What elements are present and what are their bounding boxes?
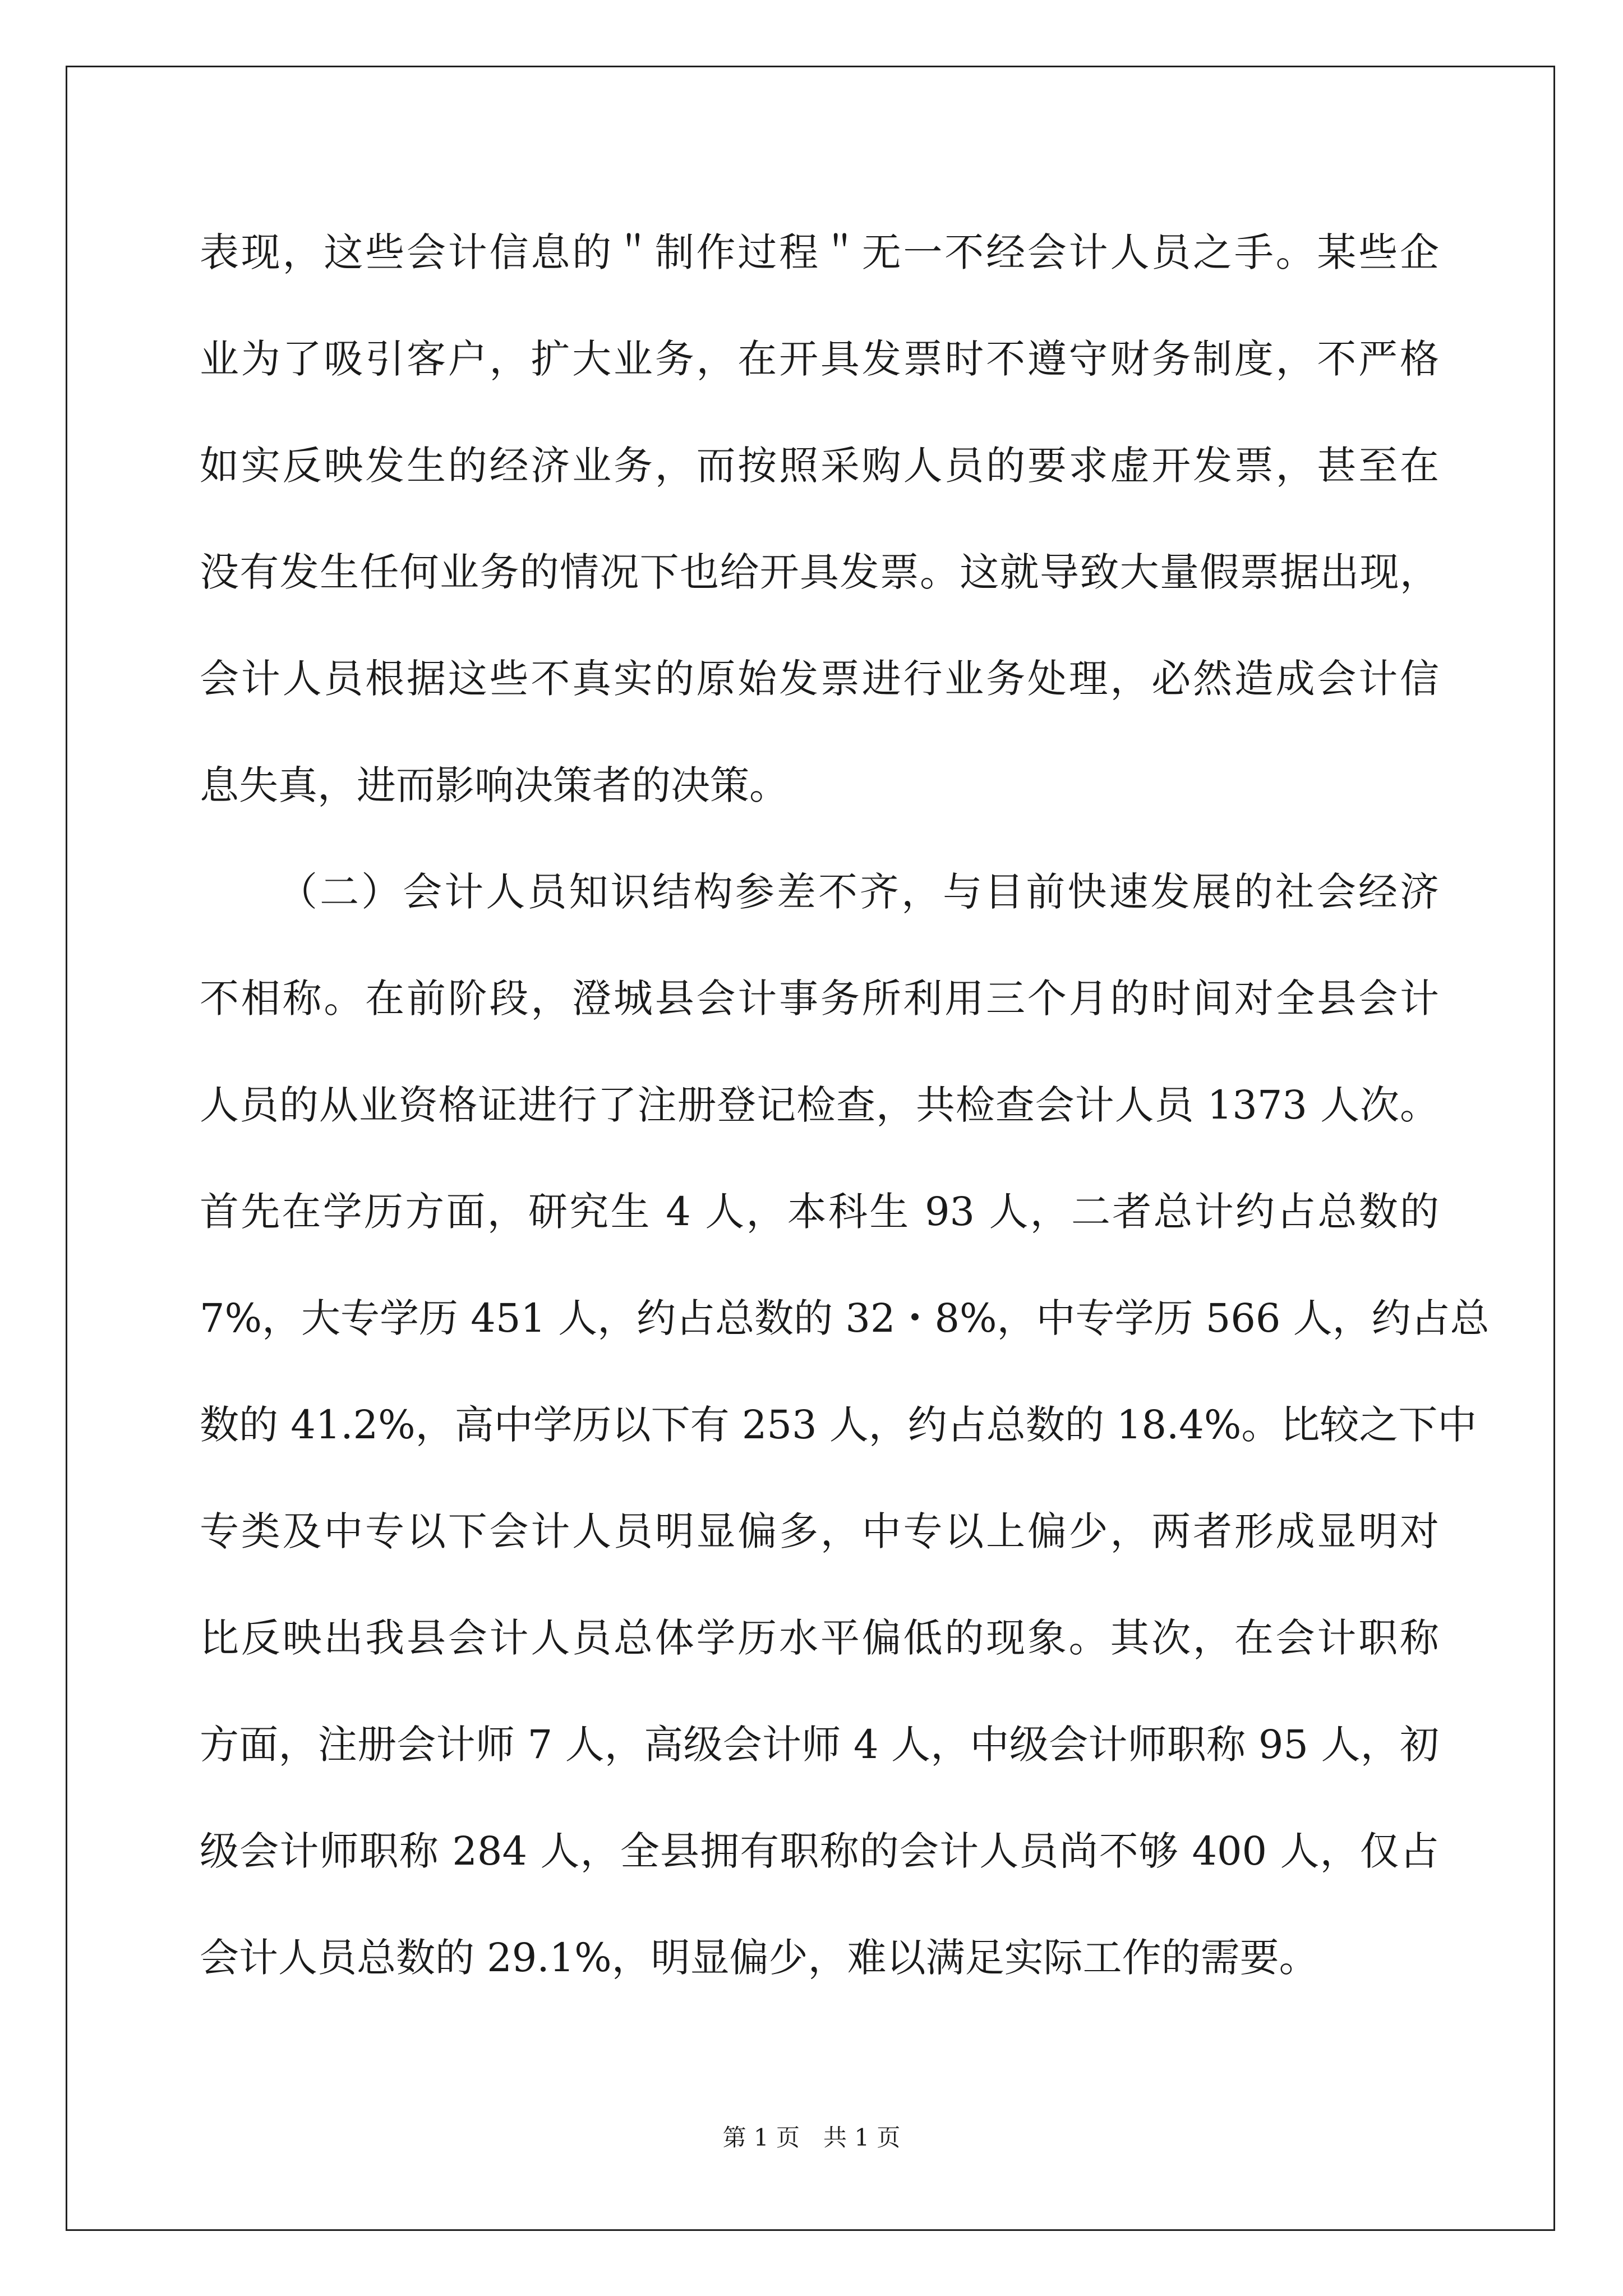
text-line: 比反映出我县会计人员总体学历水平偏低的现象。其次，在会计职称 <box>200 1615 1439 1661</box>
text-line: 会计人员总数的 29.1%，明显偏少，难以满足实际工作的需要。 <box>200 1935 1318 1981</box>
text-line: 7%，大专学历 451 人，约占总数的 32・8%，中专学历 566 人，约占总 <box>200 1295 1490 1341</box>
document-body <box>200 199 1490 2011</box>
text-line: 没有发生任何业务的情况下也给开具发票。这就导致大量假票据出现， <box>200 549 1439 595</box>
text-line: 表现，这些会计信息的＂制作过程＂无一不经会计人员之手。某些企 <box>200 229 1439 275</box>
text-line: 级会计师职称 284 人，全县拥有职称的会计人员尚不够 400 人，仅占 <box>200 1828 1439 1874</box>
text-line: 业为了吸引客户，扩大业务，在开具发票时不遵守财务制度，不严格 <box>200 336 1439 382</box>
text-line: 会计人员根据这些不真实的原始发票进行业务处理，必然造成会计信 <box>200 656 1439 702</box>
page-footer: 第 1 页 共 1 页 <box>722 2124 901 2151</box>
text-line: 息失真，进而影响决策者的决策。 <box>200 762 789 808</box>
text-line: 如实反映发生的经济业务，而按照采购人员的要求虚开发票，甚至在 <box>200 443 1439 489</box>
text-line: 专类及中专以下会计人员明显偏多，中专以上偏少，两者形成显明对 <box>200 1508 1439 1554</box>
text-line: 人员的从业资格证进行了注册登记检查，共检查会计人员 1373 人次。 <box>200 1082 1439 1128</box>
text-line: 首先在学历方面，研究生 4 人，本科生 93 人，二者总计约占总数的 <box>200 1189 1439 1235</box>
text-line: 数的 41.2%，高中学历以下有 253 人，约占总数的 18.4%。比较之下中 <box>200 1402 1477 1448</box>
text-line: 方面，注册会计师 7 人，高级会计师 4 人，中级会计师职称 95 人，初 <box>200 1722 1439 1768</box>
text-line: （二）会计人员知识结构参差不齐，与目前快速发展的社会经济 <box>278 869 1439 915</box>
text-line: 不相称。在前阶段，澄城县会计事务所利用三个月的时间对全县会计 <box>200 976 1439 1022</box>
